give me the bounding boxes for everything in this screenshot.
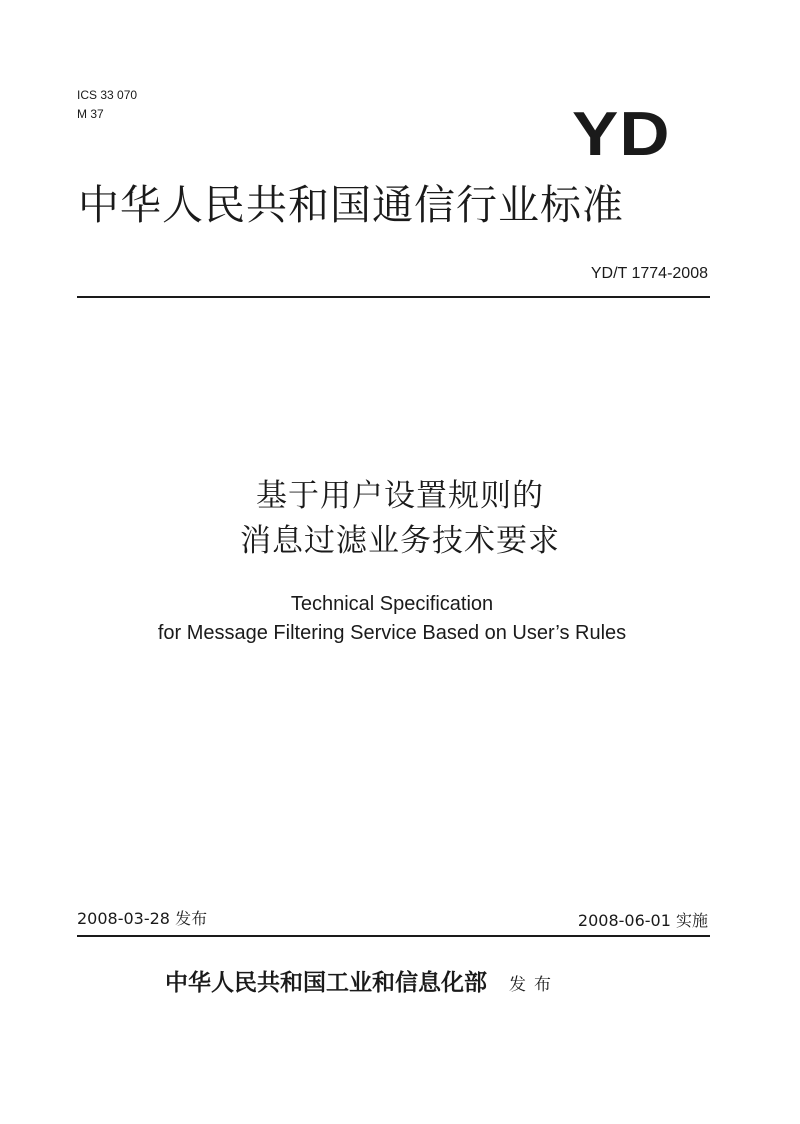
- bottom-divider: [77, 935, 710, 937]
- ics-block: [77, 86, 137, 124]
- title-cn-line-2: 消息过滤业务技术要求: [240, 523, 560, 559]
- classification-code: M 37: [77, 107, 104, 121]
- document-title-english: [0, 590, 784, 648]
- standard-title: 中华人民共和国通信行业标准: [78, 181, 624, 229]
- title-en-line-2: for Message Filtering Service Based on User’s Rules: [157, 622, 627, 644]
- standard-number: YD/T 1774-2008: [590, 265, 708, 282]
- effective-date: 2008-06-01 实施: [577, 911, 708, 930]
- title-en-line-1: Technical Specification: [290, 593, 494, 615]
- ics-code: ICS 33 070: [77, 88, 138, 102]
- publish-date: 2008-03-28 发布: [77, 909, 208, 928]
- top-divider: [77, 296, 710, 298]
- issuer-line: [165, 968, 559, 1000]
- yd-logo: YD: [572, 100, 671, 169]
- document-title-chinese: [0, 474, 800, 564]
- title-cn-line-1: 基于用户设置规则的: [256, 478, 544, 514]
- issuer-action: 发布: [509, 975, 559, 995]
- issuer-name: 中华人民共和国工业和信息化部: [165, 969, 487, 996]
